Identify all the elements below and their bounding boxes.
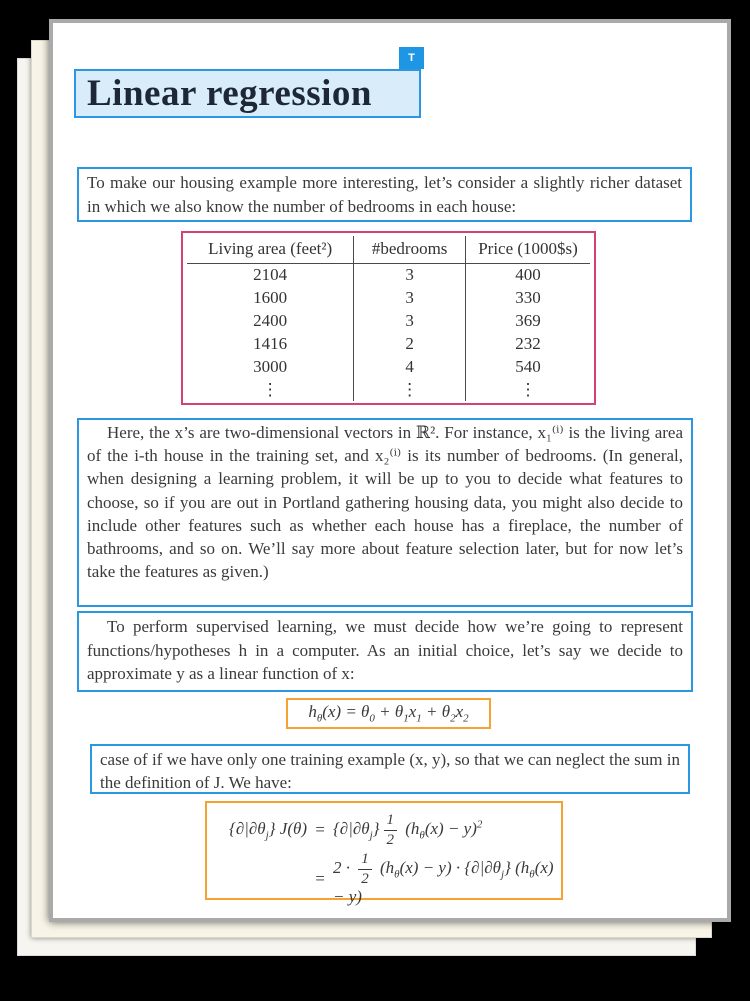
- table-cell: 2104: [253, 264, 288, 284]
- paragraph-annotation-1[interactable]: [77, 167, 692, 222]
- table-cell: 1600: [253, 287, 288, 307]
- paragraph-annotation-4[interactable]: [90, 744, 690, 794]
- paragraph-annotation-2[interactable]: [77, 418, 693, 607]
- table-cell: 3: [354, 286, 466, 309]
- table-cell: 2400: [253, 310, 288, 330]
- table-cell: 540: [466, 355, 590, 378]
- table-row: [187, 263, 590, 286]
- table-cell: 4: [354, 355, 466, 378]
- table-row: [187, 286, 590, 309]
- table-cell: 1416: [253, 333, 288, 353]
- document-page: [49, 19, 731, 922]
- table-cell: ⋮: [466, 378, 590, 401]
- table-cell: 3: [354, 309, 466, 332]
- derivation-annotation-box[interactable]: [205, 801, 563, 906]
- table-row: [187, 355, 590, 378]
- table-cell: 3: [354, 263, 466, 286]
- paragraph-text-4: case of if we have only one training example (x, y), so that we can neglect the sum in the definition of J. We have:: [100, 750, 680, 792]
- title-annotation-box[interactable]: [74, 69, 421, 118]
- page-title: Linear regression: [87, 73, 372, 114]
- annotation-type-tag[interactable]: T: [399, 47, 424, 69]
- paragraph-annotation-3[interactable]: [77, 611, 693, 692]
- table-cell: 232: [466, 332, 590, 355]
- derivation-line: [211, 809, 557, 851]
- table-header-cell: #bedrooms: [354, 236, 466, 263]
- equation-lhs: $\{\partial|\partial\theta_j\}$ J(θ): [229, 818, 307, 842]
- table-cell: 3000: [253, 356, 288, 376]
- equals-sign: =: [314, 820, 326, 839]
- derivation-line: [211, 851, 557, 907]
- data-table: [187, 236, 590, 401]
- table-row: [187, 332, 590, 355]
- table-header-row: [187, 236, 590, 263]
- table-annotation-box[interactable]: [181, 231, 596, 405]
- table-body: [187, 263, 590, 401]
- table-cell: ⋮: [354, 378, 466, 401]
- table-cell: 400: [466, 263, 590, 286]
- equation-rhs: $\{\partial|\partial\theta_j\}$ $\frac{1}{2}$ $(h_\theta(x) - y)^2$: [333, 812, 483, 848]
- paragraph-text-1: To make our housing example more interesting, let’s consider a slightly richer dataset in which we also know the number of bedrooms in each house:: [87, 173, 682, 216]
- table-header-cell: Living area (feet²): [187, 236, 354, 263]
- equation-rhs: 2 · $\frac{1}{2}$ $(h_\theta(x) - y) \cdot \{\partial|\partial\theta_j\} (h_\theta(x) - y)$: [333, 851, 554, 906]
- table-row: [187, 309, 590, 332]
- equals-sign: =: [314, 869, 326, 888]
- paragraph-text-2: Here, the x’s are two-dimensional vectors in ℝ². For instance, x₁⁽ⁱ⁾ is the living area of the i-th house in the training set, and x₂⁽ⁱ⁾ is its number of bedrooms. (In general, when designing a learning problem, it will be up to you to decide what features to choose, so if you are out in Portland gathering housing data, you might also decide to include other features such as whether each house has a fireplace, the number of bathrooms, and so on. We’ll say more about feature selection later, but for now let’s take the features as given.): [87, 423, 683, 582]
- table-row: [187, 378, 590, 401]
- formula-annotation-box[interactable]: [286, 698, 491, 729]
- hypothesis-formula: $h_\theta(x) = \theta_0 + \theta_1x_1 + \theta_2x_2$: [308, 702, 469, 725]
- table-header-cell: Price (1000$s): [466, 236, 590, 263]
- table-cell: 330: [466, 286, 590, 309]
- table-cell: 2: [354, 332, 466, 355]
- table-cell: 369: [466, 309, 590, 332]
- table-cell: ⋮: [261, 379, 279, 399]
- paragraph-text-3: To perform supervised learning, we must decide how we’re going to represent functions/hypotheses h in a computer. As an initial choice, let’s say we decide to approximate y as a linear function of x:: [87, 617, 683, 683]
